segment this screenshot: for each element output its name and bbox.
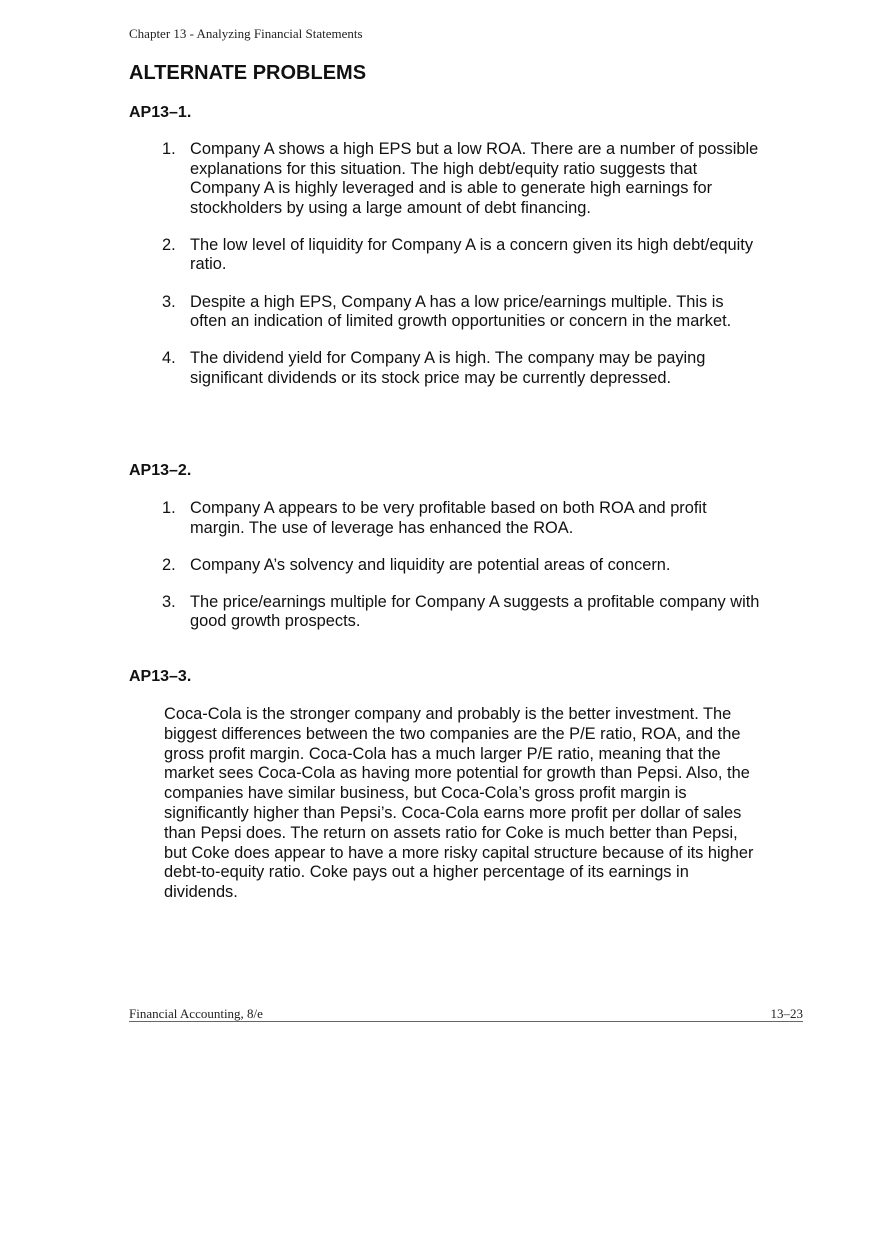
list-item [162, 293, 762, 332]
item-text: Company A’s solvency and liquidity are potential areas of concern. [190, 555, 671, 574]
item-number: 1. [162, 499, 176, 517]
item-text: The dividend yield for Company A is high. The company may be paying significant dividends or its stock price may be currently depressed. [190, 349, 706, 387]
item-text: The low level of liquidity for Company A is a concern given its high debt/equity ratio. [190, 235, 754, 274]
answer-paragraph-ap13-3: Coca-Cola is the stronger company and probably is the better investment. The biggest differences between the two companies are the P/E ratio, ROA, and the gross profit margin. Coca-Cola has a much larger P/E ratio, meaning that the market sees Coca-Cola as having more potential for growth than Pepsi. Also, the companies have similar business, but Coca-Cola’s gross profit margin is significantly higher than Pepsi’s. Coca-Cola earns more profit per dollar of sales than Pepsi does. The return on assets ratio for Coke is much better than Pepsi, but Coke does appear to have a more risky capital structure because of its higher debt-to-equity ratio. Coke pays out a higher percentage of its earnings in dividends. [164, 705, 754, 902]
footer-page-number: 13–23 [770, 1006, 803, 1021]
section-heading-ap13-3: AP13–3. [129, 668, 192, 685]
answer-list-ap13-1 [162, 140, 762, 406]
item-number: 4. [162, 349, 176, 368]
answer-list-ap13-2 [162, 499, 762, 649]
item-text: The price/earnings multiple for Company A suggests a profitable company with good growth prospects. [190, 592, 760, 631]
item-text: Despite a high EPS, Company A has a low price/earnings multiple. This is often an indication of limited growth opportunities or concern in the market. [190, 292, 732, 331]
list-item [162, 556, 762, 576]
list-item [162, 236, 762, 275]
section-heading-ap13-1: AP13–1. [129, 104, 192, 121]
item-number: 3. [162, 292, 176, 311]
item-number: 2. [162, 555, 176, 574]
running-header: Chapter 13 - Analyzing Financial Statements [129, 26, 363, 41]
page-footer [129, 1006, 803, 1022]
page-title: ALTERNATE PROBLEMS [129, 62, 367, 84]
item-number: 1. [162, 140, 176, 158]
list-item [162, 499, 762, 538]
section-heading-ap13-2: AP13–2. [129, 462, 192, 479]
item-text: Company A appears to be very profitable based on both ROA and profit margin. The use of leverage has enhanced the ROA. [190, 499, 707, 537]
list-item [162, 593, 762, 632]
item-number: 2. [162, 235, 176, 254]
item-text: Company A shows a high EPS but a low ROA. There are a number of possible explanations for this situation. The high debt/equity ratio suggests that Company A is highly leveraged and is able to generate high earnings for stockholders by using a large amount of debt financing. [190, 140, 759, 217]
list-item [162, 349, 762, 388]
footer-book-title: Financial Accounting, 8/e [129, 1006, 263, 1021]
list-item [162, 140, 762, 218]
item-number: 3. [162, 592, 176, 611]
